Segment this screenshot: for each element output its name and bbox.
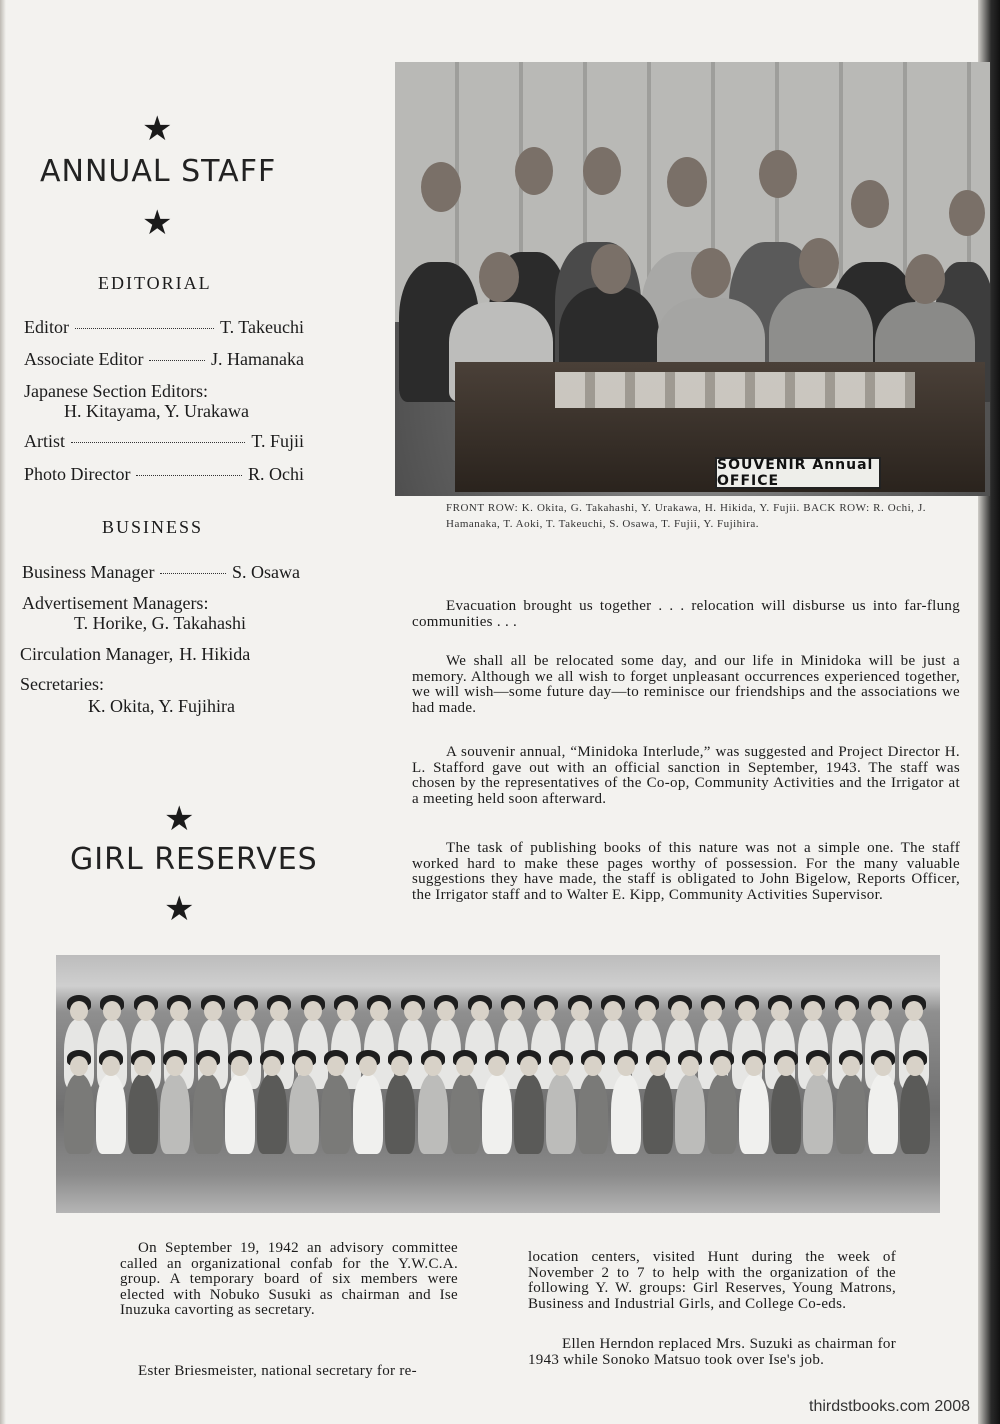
photo-face: [471, 1001, 489, 1021]
photo-face: [745, 1056, 763, 1076]
staff-name: J. Hamanaka: [211, 349, 304, 369]
staff-photo-caption: FRONT ROW: K. Okita, G. Takahashi, Y. Urakawa, H. Hikida, Y. Fujii. BACK ROW: R. Ochi, J. Hamanaka, T. Aoki, T. Takeuchi, S. Osawa, T. Fujii, Y. Fujihira.: [446, 502, 926, 530]
photo-figure: [64, 1074, 94, 1154]
staff-name: T. Takeuchi: [219, 317, 304, 337]
photo-face: [404, 1001, 422, 1021]
leader-dots: [149, 360, 205, 361]
role-label: Circulation Manager,: [20, 644, 174, 664]
leader-dots: [75, 328, 214, 329]
photo-face: [137, 1001, 155, 1021]
secretaries-names: K. Okita, Y. Fujihira: [88, 696, 235, 716]
photo-face: [70, 1056, 88, 1076]
photo-face: [537, 1001, 555, 1021]
photo-face: [170, 1001, 188, 1021]
photo-head: [667, 157, 707, 207]
photo-face: [70, 1001, 88, 1021]
photo-head: [479, 252, 519, 302]
photo-figure: [514, 1074, 544, 1154]
leader-dots: [136, 475, 242, 476]
photo-figure: [418, 1074, 448, 1154]
photo-figure: [128, 1074, 158, 1154]
girl-reserves-col2-paragraph-1: location centers, visited Hunt during the week of November 2 to 7 to help with the organization of the following Y. W. groups: Girl Reserves, Young Matrons, Business and Industrial Girls, and College Co-eds.: [528, 1249, 896, 1312]
photo-figure: [707, 1074, 737, 1154]
photo-face: [604, 1001, 622, 1021]
staff-name: H. Hikida: [179, 644, 251, 664]
photo-figure: [739, 1074, 769, 1154]
photo-figure: [160, 1074, 190, 1154]
staff-name: T. Fujii: [251, 431, 304, 451]
annual-staff-title: ANNUAL STAFF: [40, 154, 277, 189]
photo-head: [591, 244, 631, 294]
article-paragraph-3: A souvenir annual, “Minidoka Interlude,” was suggested and Project Director H. L. Stafford gave out with an official sanction in September, 1943. The staff was chosen by the representatives of the Co-op, Community Activities and the Irrigator at a meeting held soon afterward.: [412, 744, 960, 807]
photo-figure: [321, 1074, 351, 1154]
photo-face: [681, 1056, 699, 1076]
photo-figure: [482, 1074, 512, 1154]
watermark: thirdstbooks.com 2008: [809, 1398, 970, 1415]
photo-head: [799, 238, 839, 288]
photo-face: [638, 1001, 656, 1021]
photo-face: [906, 1056, 924, 1076]
photo-face: [263, 1056, 281, 1076]
photo-head: [905, 254, 945, 304]
photo-figure: [96, 1074, 126, 1154]
photo-face: [571, 1001, 589, 1021]
photo-face: [337, 1001, 355, 1021]
photo-face: [713, 1056, 731, 1076]
photo-face: [437, 1001, 455, 1021]
photo-face: [103, 1001, 121, 1021]
secretaries-label: Secretaries:: [20, 674, 104, 694]
photo-figure: [353, 1074, 383, 1154]
photo-face: [871, 1001, 889, 1021]
photo-head: [515, 147, 553, 195]
photo-figure: [868, 1074, 898, 1154]
photo-figure: [803, 1074, 833, 1154]
page-left-edge: [0, 0, 6, 1424]
photo-face: [304, 1001, 322, 1021]
photo-figure: [385, 1074, 415, 1154]
star-icon: ★: [142, 203, 173, 243]
photo-face: [370, 1001, 388, 1021]
girl-reserves-col1-paragraph-1: On September 19, 1942 an advisory committee called an organizational confab for the Y.W.C.A. group. A temporary board of six members were elected with Nobuko Susuki as chairman and Ise Inuzuka cavorting as secretary.: [120, 1240, 458, 1318]
role-label: Business Manager: [22, 562, 155, 582]
photo-face: [295, 1056, 313, 1076]
staff-row-circulation-manager: [20, 644, 300, 665]
photo-face: [804, 1001, 822, 1021]
leader-dots: [160, 573, 226, 574]
advertisement-managers-names: T. Horike, G. Takahashi: [74, 613, 247, 633]
photo-face: [738, 1001, 756, 1021]
girl-reserves-title: GIRL RESERVES: [70, 842, 318, 877]
photo-figure: [546, 1074, 576, 1154]
girl-reserves-photo: [56, 955, 940, 1213]
advertisement-managers-label: Advertisement Managers:: [22, 593, 209, 613]
star-icon: ★: [164, 799, 195, 839]
editorial-heading: EDITORIAL: [98, 273, 212, 293]
photo-figure: [611, 1074, 641, 1154]
photo-figure: [193, 1074, 223, 1154]
staff-row-associate-editor: [24, 349, 304, 370]
photo-face: [905, 1001, 923, 1021]
staff-name: S. Osawa: [232, 562, 300, 582]
photo-figure: [771, 1074, 801, 1154]
staff-row-business-manager: [22, 562, 300, 583]
photo-head: [583, 147, 621, 195]
article-paragraph-2: We shall all be relocated some day, and our life in Minidoka will be just a memory. Although we all wish to forget unpleasant occurrences experienced together, we will wish—some future day—to reminisce our friendships and the associations we had made.: [412, 653, 960, 716]
staff-row-artist: [24, 431, 304, 452]
photo-figure: [578, 1074, 608, 1154]
photo-head: [421, 162, 461, 212]
photo-face: [838, 1001, 856, 1021]
photo-figure: [450, 1074, 480, 1154]
photo-head: [851, 180, 889, 228]
photo-figure: [225, 1074, 255, 1154]
photo-face: [270, 1001, 288, 1021]
staff-photo: [395, 62, 990, 496]
photo-figure: [257, 1074, 287, 1154]
article-paragraph-4: The task of publishing books of this nature was not a simple one. The staff worked hard to make these pages worthy of possession. For the many valuable suggestions they have made, the staff is obligated to John Bigelow, Reports Officer, the Irrigator staff and to Walter E. Kipp, Community Activities Supervisor.: [412, 840, 960, 903]
photo-figure: [289, 1074, 319, 1154]
girl-reserves-col2-paragraph-2: Ellen Herndon replaced Mrs. Suzuki as chairman for 1943 while Sonoko Matsuo took over Ise's job.: [528, 1336, 896, 1368]
star-icon: ★: [164, 889, 195, 929]
girl-reserves-col1-paragraph-2: Ester Briesmeister, national secretary for re-: [138, 1363, 417, 1379]
leader-dots: [71, 442, 245, 443]
star-icon: ★: [142, 109, 173, 149]
photo-face: [649, 1056, 667, 1076]
photo-figure: [675, 1074, 705, 1154]
photo-face: [617, 1056, 635, 1076]
staff-row-editor: [24, 317, 304, 338]
photo-face: [520, 1056, 538, 1076]
role-label: Artist: [24, 431, 66, 451]
business-heading: BUSINESS: [102, 517, 204, 537]
staff-row-photo-director: [24, 464, 304, 485]
role-label: Photo Director: [24, 464, 131, 484]
photo-figure: [900, 1074, 930, 1154]
photo-face: [204, 1001, 222, 1021]
photo-face: [704, 1001, 722, 1021]
staff-name: R. Ochi: [248, 464, 304, 484]
photo-face: [874, 1056, 892, 1076]
photo-face: [199, 1056, 217, 1076]
photo-head: [759, 150, 797, 198]
photo-face: [771, 1001, 789, 1021]
role-label: Associate Editor: [24, 349, 144, 369]
photo-papers: [555, 372, 915, 408]
photo-face: [456, 1056, 474, 1076]
photo-figure: [643, 1074, 673, 1154]
photo-head: [949, 190, 985, 236]
souvenir-annual-office-sign: SOUVENIR Annual OFFICE: [715, 457, 881, 489]
photo-face: [424, 1056, 442, 1076]
article-paragraph-1: Evacuation brought us together . . . relocation will disburse us into far-flung communities . . .: [412, 598, 960, 630]
photo-face: [842, 1056, 860, 1076]
photo-face: [671, 1001, 689, 1021]
japanese-section-label: Japanese Section Editors:: [24, 381, 208, 401]
photo-face: [504, 1001, 522, 1021]
role-label: Editor: [24, 317, 69, 337]
photo-face: [231, 1056, 249, 1076]
photo-head: [691, 248, 731, 298]
photo-face: [488, 1056, 506, 1076]
photo-face: [237, 1001, 255, 1021]
photo-figure: [836, 1074, 866, 1154]
japanese-section-names: H. Kitayama, Y. Urakawa: [64, 401, 249, 421]
